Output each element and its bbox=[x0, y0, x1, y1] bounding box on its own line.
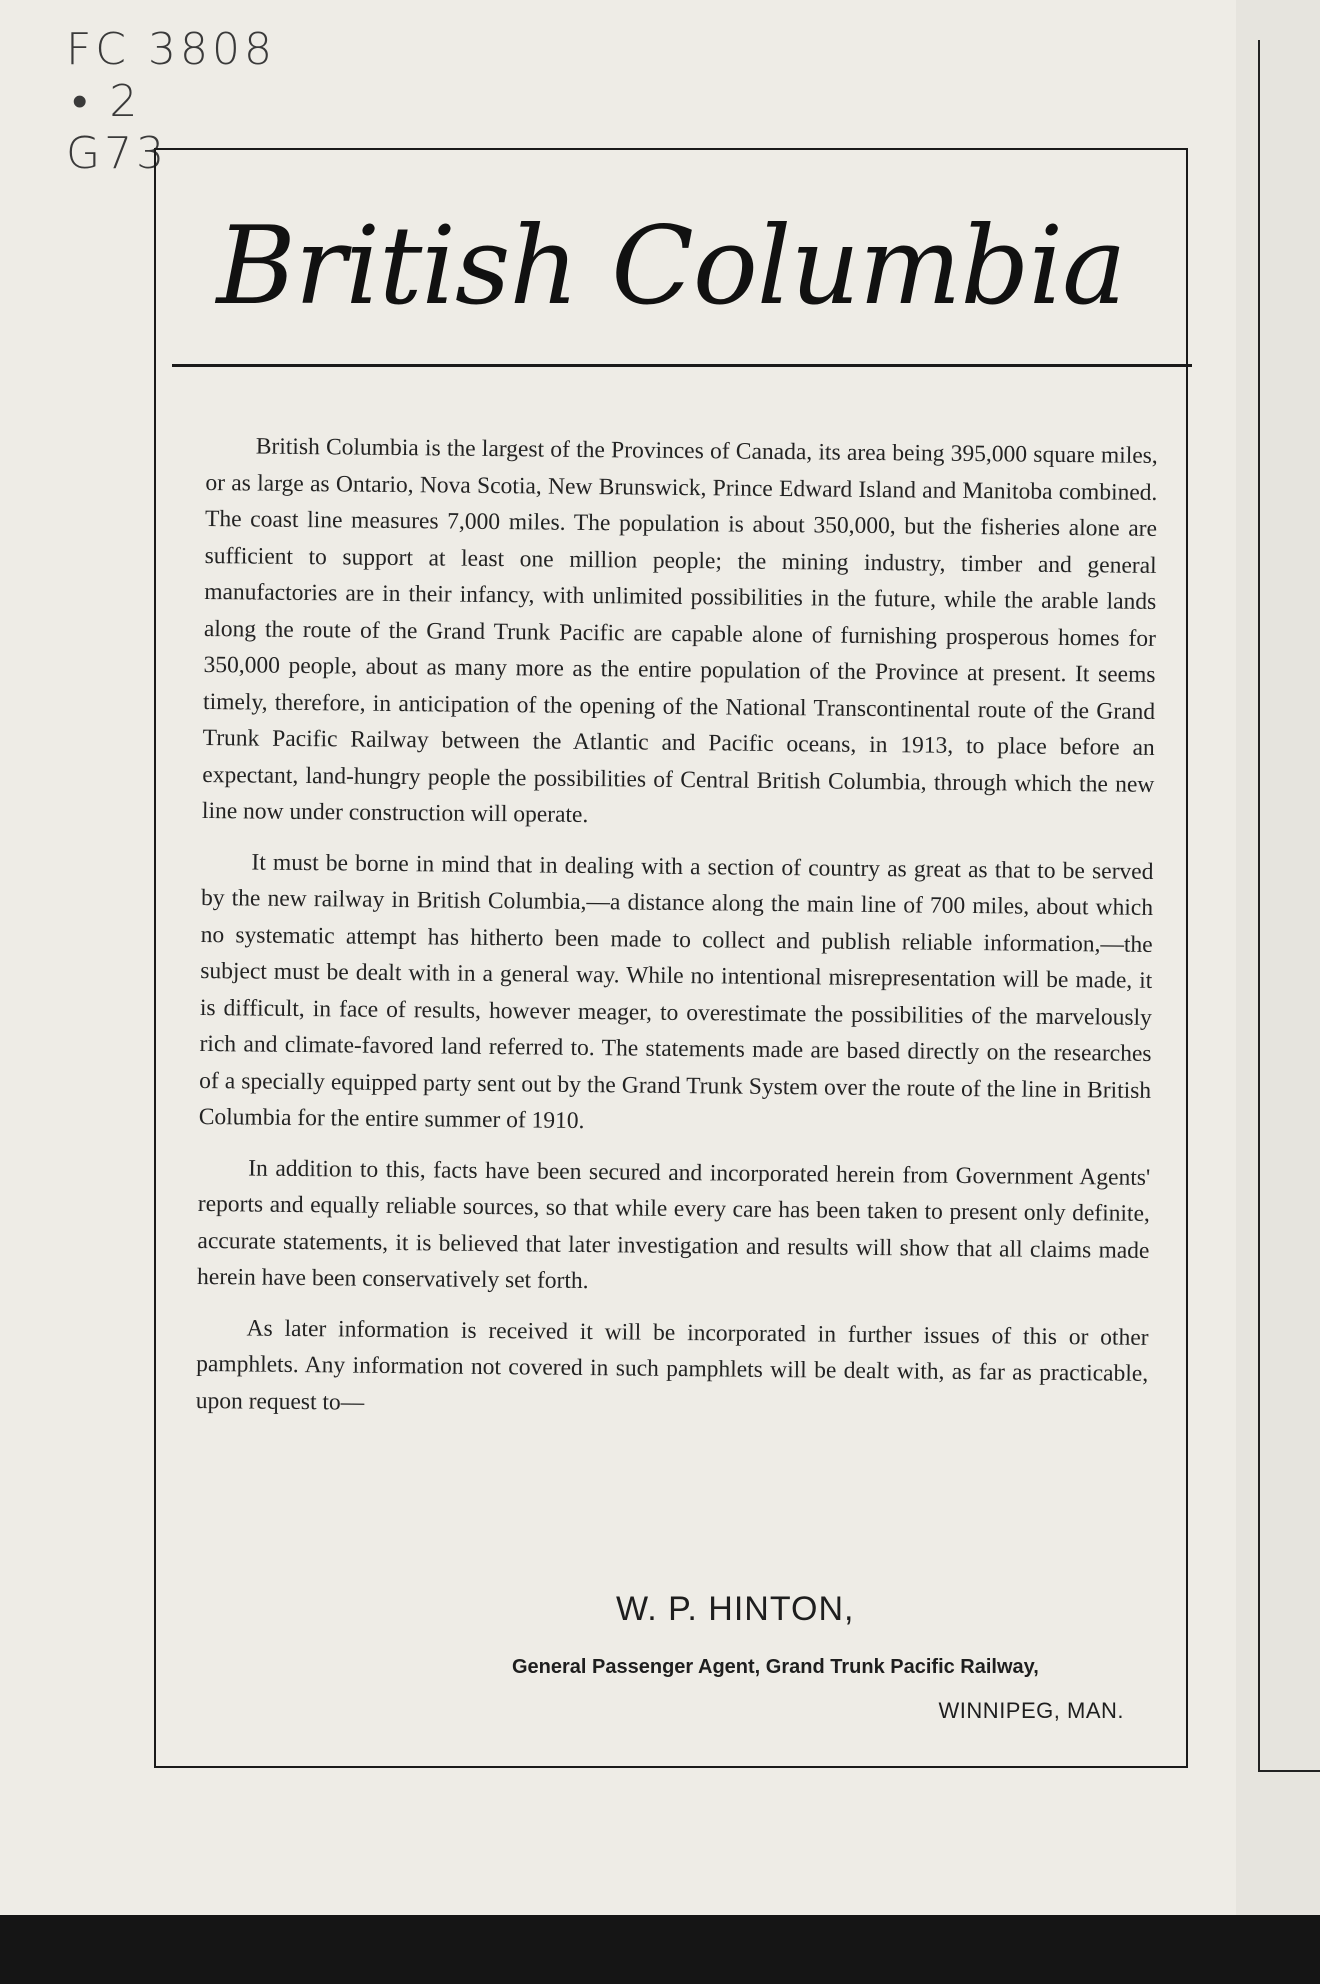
signatory-city: WINNIPEG, MAN. bbox=[938, 1698, 1124, 1723]
scan-border bbox=[0, 1915, 1320, 1984]
signatory-position: General Passenger Agent, Grand Trunk Pacific Railway, bbox=[512, 1656, 1039, 1678]
body-text bbox=[195, 428, 1157, 1443]
call-number-line: G73 bbox=[66, 128, 169, 179]
content-frame bbox=[154, 148, 1188, 1768]
facing-page-edge bbox=[1236, 0, 1320, 1915]
paragraph: In addition to this, facts have been secured and incorporated herein from Government Agents' reports and equally reliable sources, so that while every care has been taken to present only definite, accurate statements, it is believed that later investigation and results will show that all claims made herein have been conservatively set forth. bbox=[196, 1154, 1151, 1295]
paragraph: It must be borne in mind that in dealing with a section of country as great as that to be served by the new railway in British Columbia,—a distance along the main line of 700 miles, about which no systematic attempt has hitherto been made to collect and publish reliable information,—the subject must be dealt with in a general way. While no intentional misrepresentation will be made, it is difficult, in face of results, however meager, to overestimate the possibilities of the marvelously rich and climate-favored land referred to. The statements made are based directly on the researches of a specially equipped party sent out by the Grand Trunk System over the route of the line in British Columbia for the entire summer of 1910. bbox=[198, 849, 1154, 1135]
paragraph: As later information is received it will be incorporated in further issues of this or other pamphlets. Any information not covered in such pamphlets will be dealt with, as far as practicable, upon request to— bbox=[195, 1314, 1149, 1416]
page-title: British Columbia bbox=[216, 204, 1126, 329]
title-divider bbox=[172, 364, 1192, 367]
facing-page-frame bbox=[1258, 40, 1320, 1772]
call-number-line: FC 3808 bbox=[66, 24, 276, 75]
paragraph: British Columbia is the largest of the Provinces of Canada, its area being 395,000 square miles, or as large as Ontario, Nova Scotia, New Brunswick, Prince Edward Island and Manitoba combined. The coast line measures 7,000 miles. The population is about 350,000, but the fisheries alone are sufficient to support at least one million people; the mining industry, timber and general manufactories are in their infancy, with unlimited possibilities in the future, while the arable lands along the route of the Grand Trunk Pacific are capable alone of furnishing prosperous homes for 350,000 people, about as many more as the entire population of the Province at present. It seems timely, therefore, in anticipation of the opening of the National Transcontinental route of the Grand Trunk Pacific Railway between the Atlantic and Pacific oceans, in 1913, to place before an expectant, land-hungry people the possibilities of Central British Columbia, through which the new line now under construction will operate. bbox=[201, 433, 1158, 829]
signatory-name: W. P. HINTON, bbox=[616, 1590, 855, 1628]
call-number-line: • 2 bbox=[72, 76, 142, 127]
